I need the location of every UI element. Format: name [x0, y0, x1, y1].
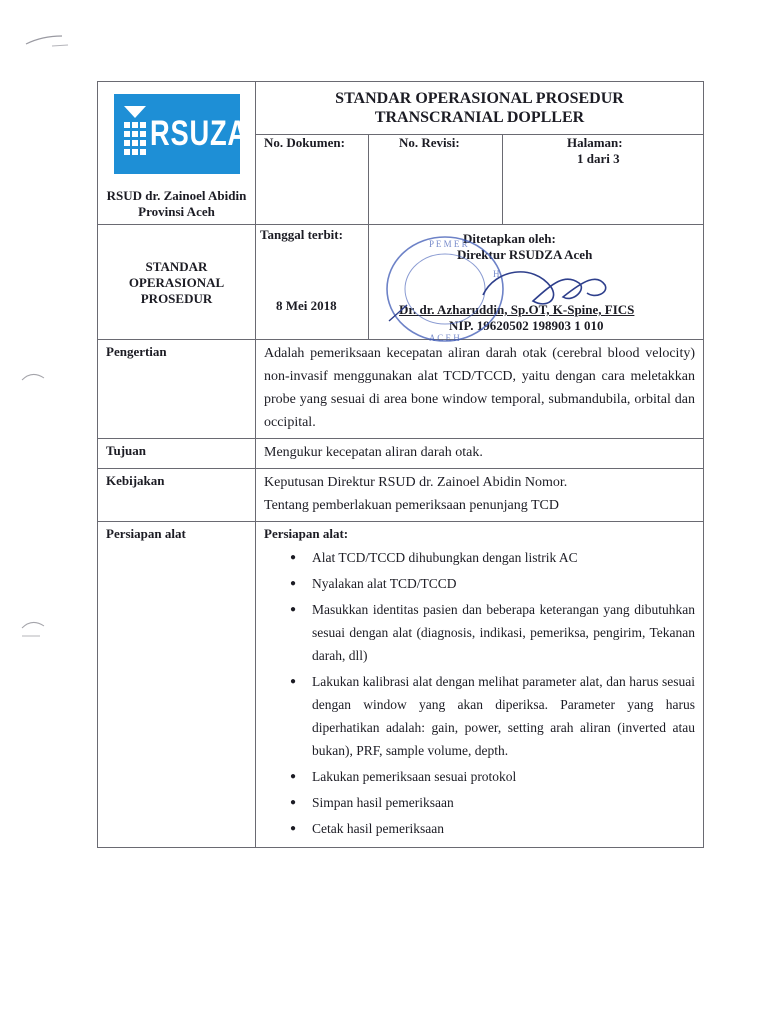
sop-label-cell	[98, 225, 256, 340]
kebijakan-line1: Keputusan Direktur RSUD dr. Zainoel Abidin Nomor.	[264, 475, 568, 490]
step-text: Lakukan pemeriksaan sesuai protokol	[312, 769, 517, 784]
list-item	[290, 791, 695, 814]
document-title	[256, 82, 704, 135]
svg-text:A C E H: A C E H	[429, 333, 460, 343]
step-text: Lakukan kalibrasi alat dengan melihat parameter alat, dan harus sesuai dengan window yang akan diperiksa. Parameter yang harus diperhatikan adalah: gain, power, setting arah aliran (inverted atau bukan), PRF, sample volume, depth.	[312, 674, 695, 758]
signatory-nip: NIP. 19620502 198903 1 010	[449, 318, 604, 333]
step-text: Nyalakan alat TCD/TCCD	[312, 576, 457, 591]
document-title-line2: TRANSCRANIAL DOPLLER	[374, 109, 585, 126]
bullet-icon: ●	[290, 823, 297, 834]
revision-label: No. Revisi:	[399, 135, 460, 150]
sop-table	[97, 81, 704, 848]
list-item	[290, 572, 695, 595]
page-value: 1 dari 3	[577, 151, 620, 166]
step-text: Alat TCD/TCCD dihubungkan dengan listrik AC	[312, 550, 578, 565]
tujuan-text: Mengukur kecepatan aliran darah otak.	[256, 439, 704, 469]
step-text: Simpan hasil pemeriksaan	[312, 795, 454, 810]
kebijakan-cell	[256, 469, 704, 522]
doc-number-cell	[256, 135, 369, 225]
bullet-icon: ●	[290, 578, 297, 589]
punch-hole-mark-lower	[18, 618, 48, 644]
scan-mark-top-left	[22, 30, 72, 52]
doc-number-label: No. Dokumen:	[264, 135, 345, 150]
sop-document	[97, 81, 703, 848]
hospital-logo-cell	[98, 82, 256, 225]
hospital-name: RSUD dr. Zainoel Abidin Provinsi Aceh	[106, 188, 247, 219]
kebijakan-line2: Tentang pemberlakuan pemeriksaan penunjang TCD	[264, 498, 559, 513]
bullet-icon: ●	[290, 771, 297, 782]
list-item	[290, 546, 695, 569]
svg-text:H: H	[493, 269, 500, 279]
bullet-icon: ●	[290, 797, 297, 808]
set-by-label: Ditetapkan oleh:	[463, 231, 556, 246]
logo-emblem-icon	[122, 104, 148, 164]
bullet-icon: ●	[290, 604, 297, 615]
punch-hole-mark-upper	[18, 368, 48, 388]
issue-date: 8 Mei 2018	[276, 298, 337, 313]
logo-text: RSUZA	[149, 114, 248, 153]
document-title-line1: STANDAR OPERASIONAL PROSEDUR	[335, 90, 624, 107]
set-by-title: Direktur RSUDZA Aceh	[457, 247, 593, 262]
bullet-icon: ●	[290, 676, 297, 687]
pengertian-text: Adalah pemeriksaan kecepatan aliran darah otak (cerebral blood velocity) non-invasif menggunakan alat TCD/TCCD, yaitu dengan cara meletakkan probe yang sesuai di area bone window temporal, submandubila, orbital dan occipital.	[256, 340, 704, 439]
step-text: Cetak hasil pemeriksaan	[312, 821, 444, 836]
persiapan-cell	[256, 522, 704, 848]
sop-label: STANDAR OPERASIONAL PROSEDUR	[128, 259, 225, 306]
issue-date-label: Tanggal terbit:	[260, 227, 343, 242]
persiapan-steps	[264, 546, 695, 840]
svg-text:P E M E R: P E M E R	[429, 239, 468, 249]
list-item	[290, 817, 695, 840]
signatory-name: Dr. dr. Azharuddin, Sp.OT, K-Spine, FICS	[399, 302, 635, 317]
list-item	[290, 670, 695, 762]
pengertian-label: Pengertian	[98, 340, 256, 439]
rsuza-logo	[114, 94, 248, 174]
persiapan-title: Persiapan alat:	[264, 526, 349, 541]
official-stamp-icon	[383, 233, 643, 345]
revision-cell	[369, 135, 503, 225]
persiapan-label: Persiapan alat	[98, 522, 256, 848]
kebijakan-label: Kebijakan	[98, 469, 256, 522]
page-label: Halaman:	[567, 135, 623, 150]
issue-date-cell	[256, 225, 369, 340]
tujuan-label: Tujuan	[98, 439, 256, 469]
list-item	[290, 598, 695, 667]
step-text: Masukkan identitas pasien dan beberapa keterangan yang dibutuhkan sesuai dengan alat (diagnosis, indikasi, pemeriksa, pengirim, Tekanan darah, dll)	[312, 602, 695, 663]
list-item	[290, 765, 695, 788]
page-cell	[503, 135, 704, 225]
bullet-icon: ●	[290, 552, 297, 563]
